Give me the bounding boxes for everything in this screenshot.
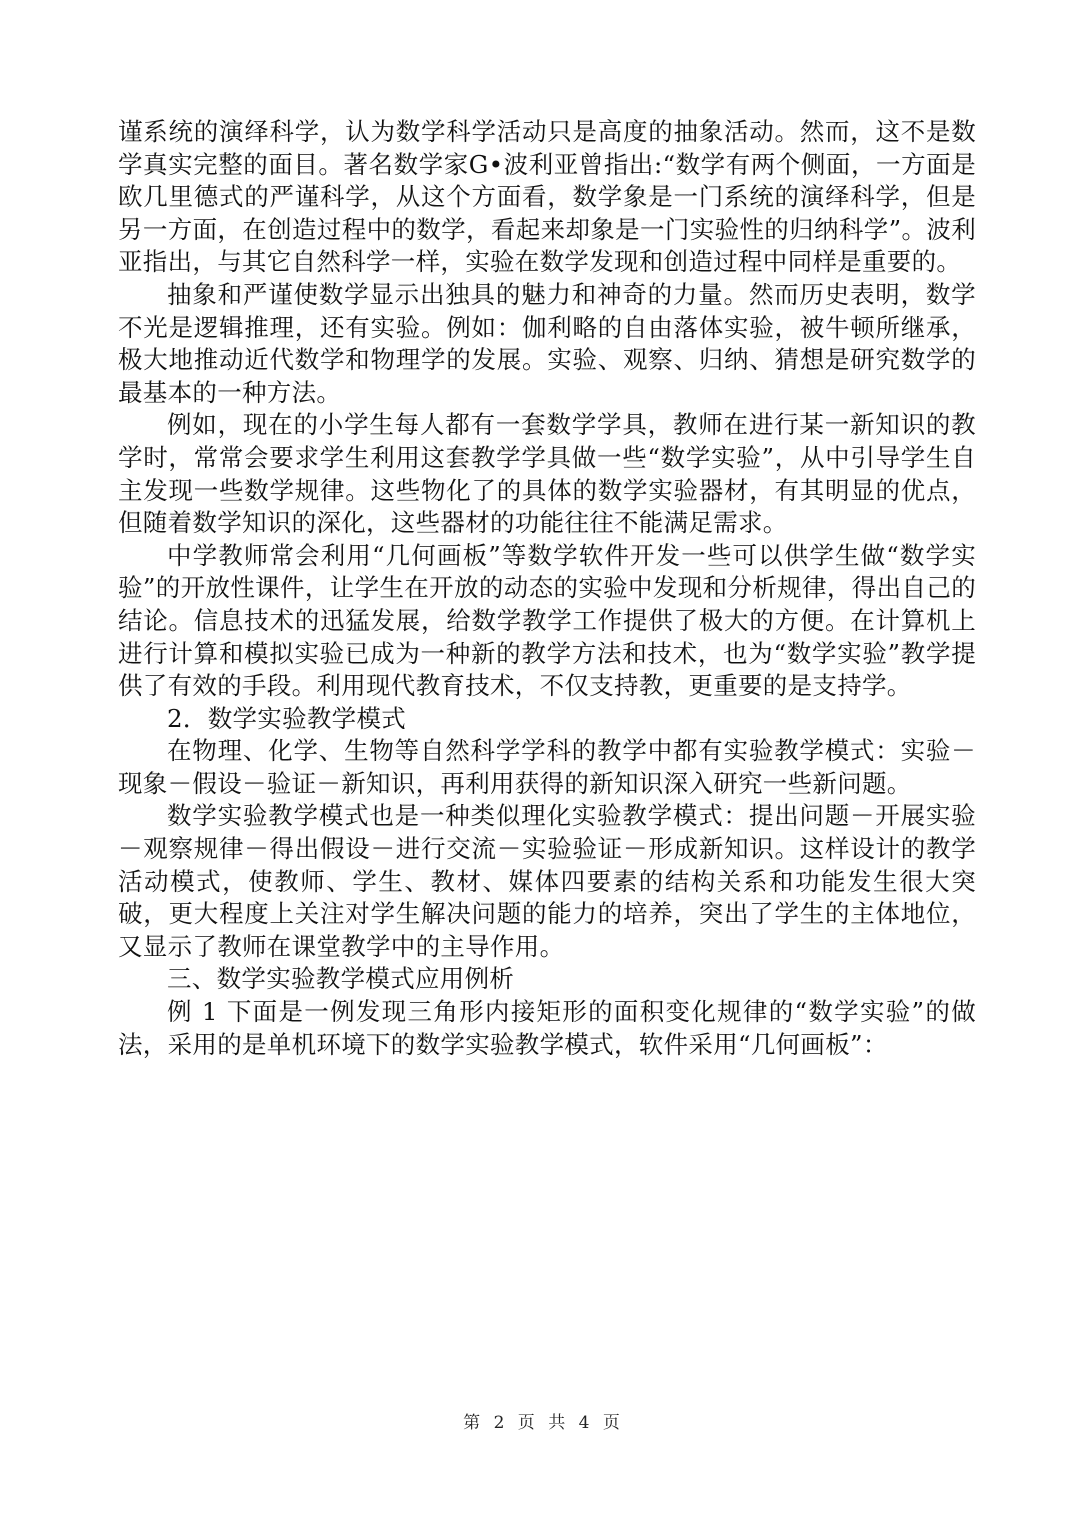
paragraph-2: 抽象和严谨使数学显示出独具的魅力和神奇的力量。然而历史表明，数学不光是逻辑推理，还有实验。例如：伽利略的自由落体实验，被牛顿所继承，极大地推动近代数学和物理学的发展。实验、观察、归纳、猜想是研究数学的最基本的一种方法。 <box>118 279 976 407</box>
page-number-footer: 第 2 页 共 4 页 <box>463 1413 624 1433</box>
paragraph-3: 例如，现在的小学生每人都有一套数学学具，教师在进行某一新知识的教学时，常常会要求学生利用这套教学学具做一些“数学实验”，从中引导学生自主发现一些数学规律。这些物化了的具体的数学实验器材，有其明显的优点，但随着数学知识的深化，这些器材的功能往往不能满足需求。 <box>118 410 976 538</box>
paragraph-4: 中学教师常会利用“几何画板”等数学软件开发一些可以供学生做“数学实验”的开放性课件，让学生在开放的动态的实验中发现和分析规律，得出自己的结论。信息技术的迅猛发展，给数学教学工作提供了极大的方便。在计算机上进行计算和模拟实验已成为一种新的教学方法和技术，也为“数学实验”教学提供了有效的手段。利用现代教育技术，不仅支持教，更重要的是支持学。 <box>118 540 976 701</box>
section-heading-3: 三、数学实验教学模式应用例析 <box>167 964 515 994</box>
paragraph-5: 在物理、化学、生物等自然科学学科的教学中都有实验教学模式：实验－现象－假设－验证－新知识，再利用获得的新知识深入研究一些新问题。 <box>118 736 976 798</box>
paragraph-6: 数学实验教学模式也是一种类似理化实验教学模式：提出问题－开展实验－观察规律－得出假设－进行交流－实验验证－形成新知识。这样设计的教学活动模式，使教师、学生、教材、媒体四要素的结构关系和功能发生很大突破，更大程度上关注对学生解决问题的能力的培养，突出了学生的主体地位，又显示了教师在课堂教学中的主导作用。 <box>118 801 976 961</box>
document-body <box>118 116 976 1061</box>
paragraph-1: 谨系统的演绎科学，认为数学科学活动只是高度的抽象活动。然而，这不是数学真实完整的面目。著名数学家G•波利亚曾指出:“数学有两个侧面，一方面是欧几里德式的严谨科学，从这个方面看，数学象是一门系统的演绎科学，但是另一方面，在创造过程中的数学，看起来却象是一门实验性的归纳科学”。波利亚指出，与其它自然科学一样，实验在数学发现和创造过程中同样是重要的。 <box>118 117 976 277</box>
section-heading-2: 2．数学实验教学模式 <box>167 703 407 733</box>
paragraph-7: 例 1 下面是一例发现三角形内接矩形的面积变化规律的“数学实验”的做法，采用的是单机环境下的数学实验教学模式，软件采用“几何画板”： <box>118 997 976 1059</box>
